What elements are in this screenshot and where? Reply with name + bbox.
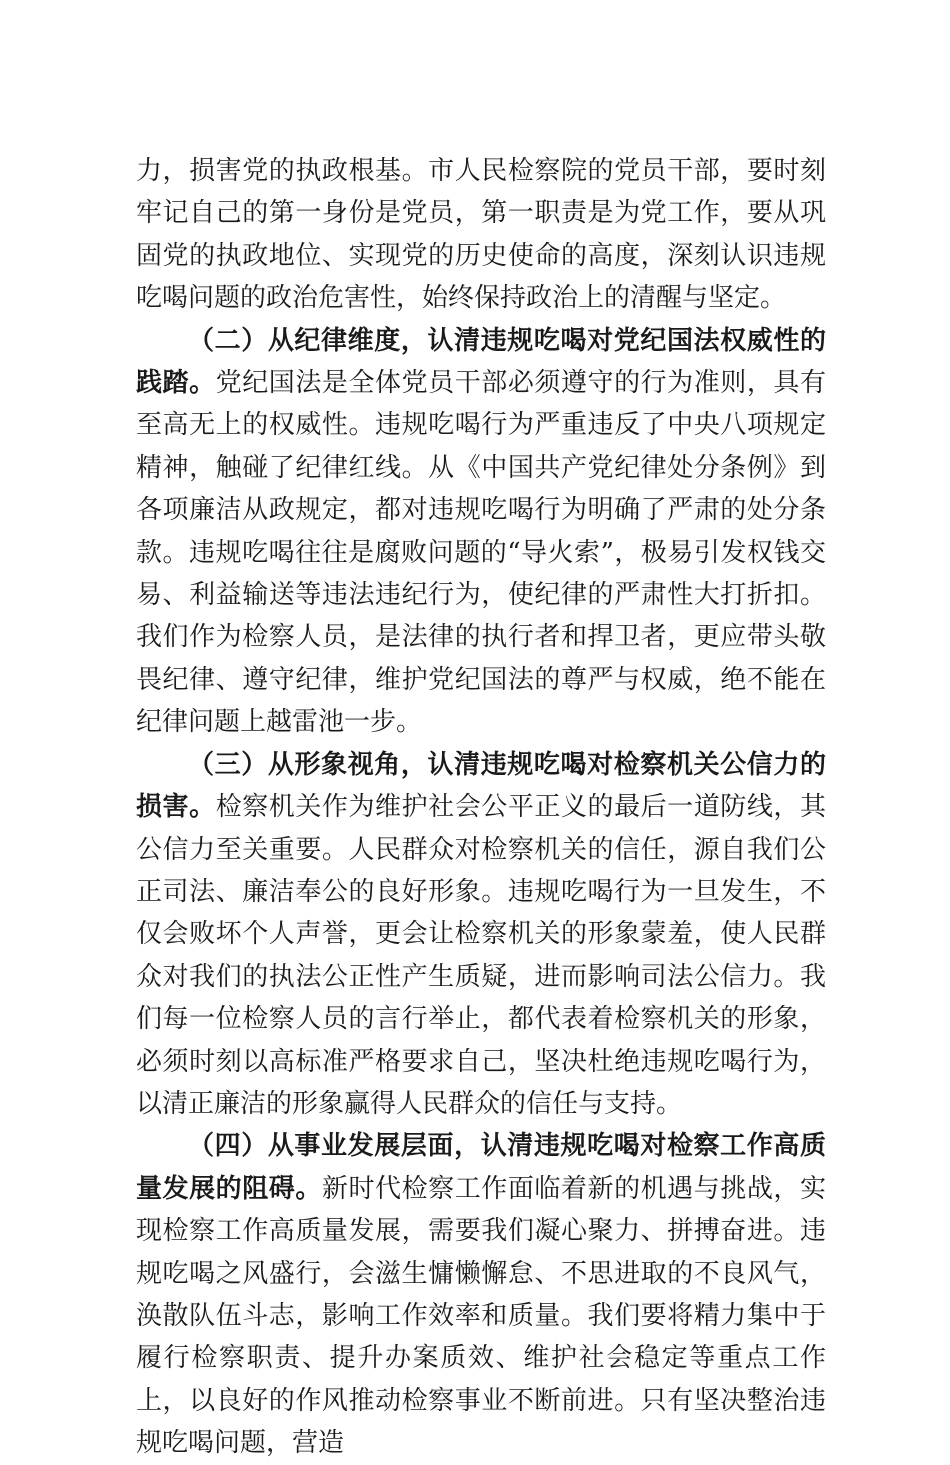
paragraph-4-body: 新时代检察工作面临着新的机遇与挑战，实现检察工作高质量发展，需要我们凝心聚力、拼搏奋进。违规吃喝之风盛行，会滋生慵懒懈怠、不思进取的不良风气，涣散队伍斗志，影响工作效率和质量。我们要将精力集中于履行检察职责、提升办案质效、维护社会稳定等重点工作上，以良好的作风推动检察事业不断前进。只有坚决整治违规吃喝问题，营造 <box>136 1173 826 1459</box>
paragraph-3-body: 检察机关作为维护社会公平正义的最后一道防线，其公信力至关重要。人民群众对检察机关的信任，源自我们公正司法、廉洁奉公的良好形象。违规吃喝行为一旦发生，不仅会败坏个人声誉，更会让检察机关的形象蒙羞，使人民群众对我们的执法公正性产生质疑，进而影响司法公信力。我们每一位检察人员的言行举止，都代表着检察机关的形象，必须时刻以高标准严格要求自己，坚决杜绝违规吃喝行为，以清正廉洁的形象赢得人民群众的信任与支持。 <box>136 792 826 1119</box>
paragraph-2-heading: （二）从纪律维度，认清违规吃喝对党纪国法权威性的践踏。 <box>136 325 826 399</box>
paragraph-2-body: 党纪国法是全体党员干部必须遵守的行为准则，具有至高无上的权威性。违规吃喝行为严重违反了中央八项规定精神，触碰了纪律红线。从《中国共产党纪律处分条例》到各项廉洁从政规定，都对违规吃喝行为明确了严肃的处分条款。违规吃喝往往是腐败问题的“导火索”，极易引发权钱交易、利益输送等违法违纪行为，使纪律的严肃性大打折扣。我们作为检察人员，是法律的执行者和捍卫者，更应带头敬畏纪律、遵守纪律，维护党纪国法的尊严与权威，绝不能在纪律问题上越雷池一步。 <box>136 368 826 738</box>
paragraph-1-body: 力，损害党的执政根基。市人民检察院的党员干部，要时刻牢记自己的第一身份是党员，第一职责是为党工作，要从巩固党的执政地位、实现党的历史使命的高度，深刻认识违规吃喝问题的政治危害性，始终保持政治上的清醒与坚定。 <box>136 156 826 314</box>
paragraph-4-heading: （四）从事业发展层面，认清违规吃喝对检察工作高质量发展的阻碍。 <box>136 1131 826 1204</box>
document-body <box>136 150 826 1465</box>
paragraph-2 <box>136 320 826 744</box>
paragraph-3-heading: （三）从形象视角，认清违规吃喝对检察机关公信力的损害。 <box>136 749 826 823</box>
paragraph-1 <box>136 150 826 320</box>
paragraph-4 <box>136 1125 826 1464</box>
paragraph-3 <box>136 744 826 1126</box>
